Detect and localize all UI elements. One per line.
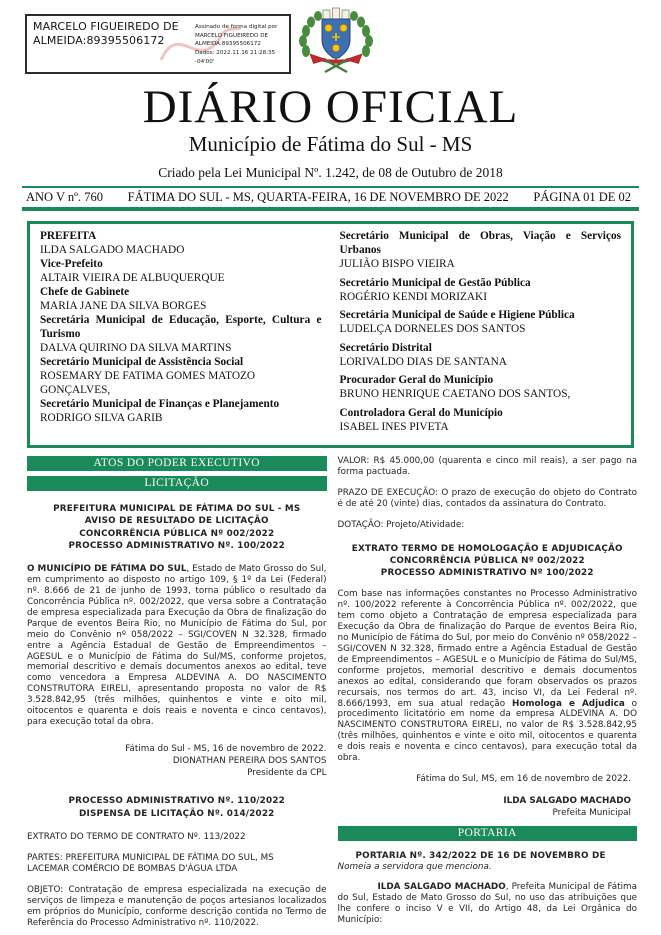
aviso-heading-line: PREFEITURA MUNICIPAL DE FÁTIMA DO SUL - MS: [53, 504, 301, 514]
homologacao-signature-block: [338, 796, 638, 820]
aviso-date-line: Fátima do Sul - MS, 16 de novembro de 2022.: [125, 743, 327, 754]
official-title: PREFEITA: [40, 230, 97, 242]
mural-crown: [323, 8, 349, 19]
edition-number: ANO V nº. 760: [26, 190, 104, 204]
section-header-licitacao: LICITAÇÃO: [27, 476, 327, 491]
official-name: ROGÉRIO KENDI MORIZAKI: [339, 290, 487, 303]
officials-right-column: [340, 229, 622, 438]
aviso-body-lead: O MUNICÍPIO DE FÁTIMA DO SUL: [27, 564, 187, 575]
portaria-body: [338, 882, 638, 926]
homologacao-date-line: Fátima do Sul, MS, em 16 de novembro de 2022.: [416, 773, 631, 784]
official-title: Vice-Prefeito: [40, 258, 103, 270]
official-title: Secretária Municipal de Educação, Esporte, Cultura e Turismo: [40, 314, 322, 340]
portaria-body-text: , Prefeita Municipal de Fátima do Sul, Estado de Mato Grosso do Sul, no uso das atribuições que lhe confere o inciso V e VII, do Artigo 48, da Lei Orgânica do Município:: [337, 882, 637, 926]
signature-details: [195, 20, 283, 68]
aviso-signer-name: DIONATHAN PEREIRA DOS SANTOS: [172, 755, 327, 766]
aviso-heading-line: AVISO DE RESULTADO DE LICITAÇÃO: [84, 516, 269, 527]
official-name: BRUNO HENRIQUE CAETANO DOS SANTOS,: [339, 388, 571, 400]
digital-signature-box: [25, 14, 291, 74]
officials-box: [27, 221, 634, 448]
edition-date: FÁTIMA DO SUL - MS, QUARTA-FEIRA, 16 DE NOVEMBRO DE 2022: [127, 190, 509, 204]
homologacao-heading: [338, 543, 638, 580]
homologacao-body-part2: o procedimento licitatório em nome da empresa ALDEVINA A. DO NASCIMENTO CONSTRUTORA EIRELI, no valor de R$ 3.528.842,95 (três milhões, quinhentos e vinte e oito mil, oitocentos e quarenta e dois reais e noventa e cinco centavos), para execução total da obra.: [337, 698, 637, 764]
official-entry: [340, 276, 622, 304]
official-entry: [40, 397, 322, 425]
official-title: Secretário Municipal de Gestão Pública: [339, 276, 531, 289]
signature-detail-line: Assinado de forma digital por: [195, 24, 278, 30]
left-column: [27, 456, 327, 928]
official-title: Secretário Distrital: [339, 341, 432, 354]
section-header-portaria: PORTARIA: [338, 826, 638, 841]
official-entry: [40, 285, 322, 313]
official-title: Secretário Municipal de Obras, Viação e Serviços Urbanos: [339, 230, 621, 256]
aviso-body-text: , Estado de Mato Grosso do Sul, em cumprimento ao disposto no artigo 109, § 1º da Lei (Federal) nº. 8.666 de 21 de junho de 1993, torna público o resultado da Concorrência Pública nº. 002/2022, que versa sobre a Contratação de empresa especializada para Execução da Obra de finalização do Parque de eventos Beira Rio, no Município de Fátima do Sul, por meio do Convênio nº 058/2022 – SGI/COVEN N 32.328, firmado entre a Agência Estadual de Gestão de Empreendimentos – AGESUL e o Município de Fátima do Sul/MS, conforme projetos, memorial descritivo e demais documentos anexos ao edital, teve como vencedora a Empresa ALDEVINA A. DO NASCIMENTO CONSTRUTORA EIRELI, apresentando proposta no valor de R$ 3.528.842,95 (três milhões, quinhentos e vinte e oito mil, oitocentos e quarenta e dois reais e noventa e cinco centavos), para execução total da obra.: [27, 564, 327, 727]
official-entry: [340, 308, 622, 336]
official-entry: [40, 257, 322, 285]
official-name: JULIÃO BISPO VIEIRA: [339, 258, 455, 270]
gazette-body: [27, 456, 637, 928]
official-entry: [40, 313, 322, 355]
signature-detail-line: Dados: 2022.11.16 21:28:35 -04'00': [195, 49, 276, 65]
dotacao-line: DOTAÇÃO: Projeto/Atividade:: [337, 519, 465, 530]
official-title: Procurador Geral do Município: [339, 374, 494, 386]
processo110-heading-line: PROCESSO ADMINISTRATIVO Nº. 110/2022: [68, 796, 285, 807]
signer-name: MARCELO FIGUEIREDO DE ALMEIDA:89395506172: [33, 20, 179, 48]
partes-line: PARTES: PREFEITURA MUNICIPAL DE FÁTIMA DO SUL, MS: [27, 853, 274, 863]
partes-line: LACEMAR COMÉRCIO DE BOMBAS D'ÁGUA LTDA: [27, 863, 238, 874]
official-name: DALVA QUIRINO DA SILVA MARTINS: [40, 342, 232, 354]
official-name: MARIA JANE DA SILVA BORGES: [40, 300, 207, 312]
page-indicator: PÁGINA 01 DE 02: [533, 190, 631, 204]
signature-detail-line: ALMEIDA:89395506172: [195, 41, 261, 48]
homologacao-body-bold: Homologa e Adjudica: [511, 698, 625, 709]
official-entry: [340, 406, 622, 434]
homologacao-body: [338, 589, 638, 764]
official-title: Controladora Geral do Município: [339, 406, 503, 419]
portaria-subject: Nomeia a servidora que menciona.: [337, 861, 492, 872]
portaria-body-lead: ILDA SALGADO MACHADO: [377, 882, 506, 893]
processo110-heading: [27, 795, 327, 820]
edition-info-bar: [22, 188, 639, 207]
official-entry: [40, 229, 322, 257]
official-entry: [40, 355, 322, 397]
gazette-title: DIÁRIO OFICIAL: [142, 81, 519, 133]
gazette-subtitle: Município de Fátima do Sul - MS: [188, 132, 473, 156]
official-title: Chefe de Gabinete: [40, 286, 130, 298]
officials-left-column: [40, 229, 322, 438]
valor-paragraph: VALOR: R$ 45.000,00 (quarenta e cinco mil reais), a ser pago na forma pactuada.: [337, 456, 637, 477]
objeto-paragraph: OBJETO: Contratação de empresa especializada na execução de serviços de limpeza e manutenção de poços artesianos localizados em próprios do Município, conforme descrição contida no Termo de Referência do Processo Administrativo nº. 110/2022.: [27, 884, 327, 928]
official-title: Secretária Municipal de Saúde e Higiene Pública: [339, 309, 575, 321]
homologacao-signer-name: ILDA SALGADO MACHADO: [503, 795, 631, 806]
homologacao-heading-line: PROCESSO ADMINISTRATIVO Nº 100/2022: [380, 568, 594, 579]
aviso-heading-line: PROCESSO ADMINISTRATIVO Nº. 100/2022: [68, 540, 285, 551]
homologacao-body-part1: Com base nas informações constantes no Processo Administrativo nº. 100/2022 referente à Concorrência Pública nº. 002/2022, que tem como objeto a Contratação de empresa especializada para Execução da Obra de finalização do Parque de eventos Beira Rio, no Município de Fátima do Sul, por meio do Convênio nº 058/2022 – SGI/COVEN N 32.328, firmado entre a Agência Estadual de Gestão de Empreendimentos – AGESUL e o Município de Fátima do Sul/MS, conforme projetos, memorial descritivo e demais documentos anexos ao edital, considerando que foram observados os prazos recursais, nos termos do art. 43, inciso VI, da Lei Federal nº. 8.666/1993, em sua atual redação: [337, 589, 637, 709]
aviso-body: [27, 564, 327, 728]
header-divider-bottom: [22, 207, 639, 211]
official-name: ROSEMARY DE FATIMA GOMES MATOZO GONÇALVES,: [40, 370, 256, 396]
aviso-heading: [27, 503, 327, 552]
official-name: ALTAIR VIEIRA DE ALBUQUERQUE: [40, 272, 225, 284]
official-entry: [340, 341, 622, 369]
prazo-paragraph: PRAZO DE EXECUÇÃO: O prazo de execução do objeto do Contrato é de até 20 (vinte) dias, contados da assinatura do Contrato.: [337, 487, 637, 509]
extrato-contrato-line: EXTRATO DO TERMO DE CONTRATO Nº. 113/2022: [27, 832, 246, 843]
official-name: RODRIGO SILVA GARIB: [40, 412, 163, 424]
official-entry: [340, 229, 622, 271]
signature-detail-line: MARCELO FIGUEIREDO DE: [195, 32, 269, 39]
official-name: LUDELÇA DORNELES DOS SANTOS: [339, 323, 526, 335]
official-name: ISABEL INES PIVETA: [339, 420, 449, 433]
creation-law-line: Criado pela Lei Municipal Nº. 1.242, de 08 de Outubro de 2018: [158, 165, 503, 180]
official-name: ILDA SALGADO MACHADO: [40, 244, 185, 256]
homologacao-heading-line: CONCORRÊNCIA PÚBLICA Nº 002/2022: [389, 555, 585, 566]
official-title: Secretário Municipal de Assistência Social: [40, 356, 244, 368]
partes-block: [27, 853, 327, 875]
official-entry: [340, 373, 622, 401]
official-title: Secretário Municipal de Finanças e Planejamento: [40, 398, 280, 410]
coat-of-arms-icon: [294, 7, 378, 77]
right-column: [338, 456, 638, 928]
homologacao-signer-role: Prefeita Municipal: [552, 807, 631, 818]
homologacao-heading-line: EXTRATO TERMO DE HOMOLOGAÇÃO E ADJUDICAÇÃO: [351, 543, 623, 554]
section-header-atos-do-poder-executivo: ATOS DO PODER EXECUTIVO: [27, 456, 327, 471]
processo110-heading-line: DISPENSA DE LICITAÇÃO Nº. 014/2022: [79, 808, 275, 819]
aviso-signature-block: [27, 744, 327, 780]
aviso-heading-line: CONCORRÊNCIA PÚBLICA Nº 002/2022: [79, 528, 275, 539]
portaria-heading: PORTARIA Nº. 342/2022 DE 16 DE NOVEMBRO DE: [355, 850, 606, 861]
official-name: LORIVALDO DIAS DE SANTANA: [339, 355, 507, 368]
aviso-signer-role: Presidente da CPL: [247, 767, 327, 778]
